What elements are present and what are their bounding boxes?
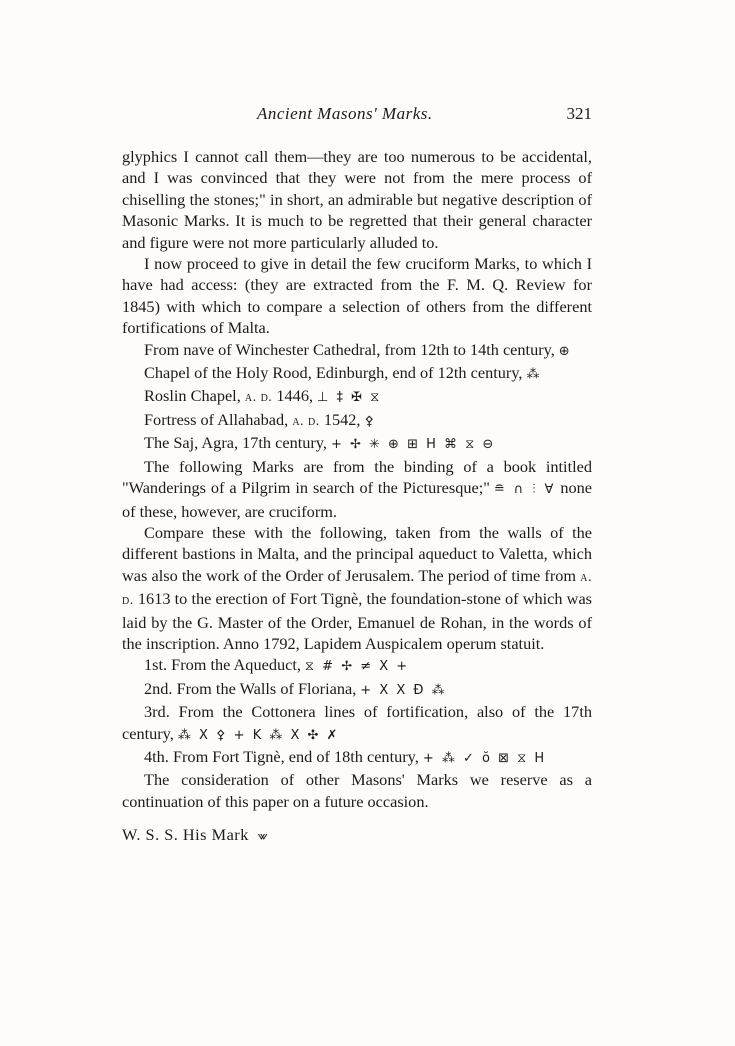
body-text <box>122 146 592 848</box>
roslin-year: 1446, <box>276 386 314 406</box>
third-text: 3rd. From the Cottonera lines of fortification, also of the 17th century, <box>122 702 592 743</box>
agra-marks: + ✢ ✳ ⊕ ⊞ H ⌘ ⧖ ⊖ <box>330 437 496 453</box>
paragraph-conclusion: The consideration of other Masons' Marks we reserve as a continuation of this paper on a future occasion. <box>122 770 592 811</box>
second-marks: + X X Ð ⁂ <box>360 682 447 698</box>
paragraph-compare <box>122 522 592 654</box>
third-marks: ⁂ X ⚴ + K ⁂ X ✣ ✗ <box>177 727 340 743</box>
paragraph-binding-end: none of these, however, are cruciform. <box>122 478 592 521</box>
entry-winchester <box>122 339 592 362</box>
holyrood-marks: ⁂ <box>526 367 542 383</box>
entry-roslin-text: Roslin Chapel, <box>144 386 241 406</box>
first-text: 1st. From the Aqueduct, <box>144 655 301 675</box>
paragraph-binding <box>122 456 592 522</box>
compare-ad: a. d. <box>122 569 592 609</box>
entry-agra <box>122 432 592 455</box>
allahabad-year: 1542, <box>323 409 361 429</box>
page-header <box>122 104 592 128</box>
allahabad-marks: ⚴ <box>364 413 377 429</box>
first-marks: ⧖ # ✢ ≠ X + <box>304 659 410 675</box>
fourth-text: 4th. From Fort Tignè, end of 18th century, <box>144 746 419 766</box>
running-title: Ancient Masons' Marks. <box>257 104 433 123</box>
roslin-ad: a. d. <box>244 390 273 406</box>
page-number: 321 <box>566 104 592 123</box>
entry-roslin <box>122 385 592 408</box>
signature-mark: ⩖ <box>257 829 270 845</box>
paragraph-cruciform-intro: I now proceed to give in detail the few cruciform Marks, to which I have had access: (they are extracted from the F. M. Q. Review for 1845) with which to compare a selection of others from the different fortifications of Malta. <box>122 254 592 338</box>
list-item-second <box>122 678 592 701</box>
entry-allahabad <box>122 409 592 432</box>
entry-holyrood-text: Chapel of the Holy Rood, Edinburgh, end of 12th century, <box>144 363 523 383</box>
roslin-marks: ⊥ ‡ ✠ ⧖ <box>317 390 382 406</box>
entry-allahabad-text: Fortress of Allahabad, <box>144 409 289 429</box>
paragraph-binding-text: The following Marks are from the binding of a book intitled "Wanderings of a Pilgrim in search of the Picturesque;" <box>122 456 592 498</box>
binding-marks: ≘ ∩ ⫶ ∀ <box>493 482 556 498</box>
winchester-marks: ⊕ <box>558 343 572 359</box>
paragraph-compare-text: Compare these with the following, taken from the walls of the different bastions in Malta, and the principal aqueduct to Valetta, which was also the work of the Order of Jerusalem. The period of time from <box>122 522 592 585</box>
fourth-marks: + ⁂ ✓ ŏ ⊠ ⧖ H <box>422 750 547 766</box>
signature <box>122 824 592 847</box>
list-item-third <box>122 701 592 746</box>
list-item-fourth <box>122 746 592 769</box>
second-text: 2nd. From the Walls of Floriana, <box>144 678 357 698</box>
entry-winchester-text: From nave of Winchester Cathedral, from 12th to 14th century, <box>144 339 555 359</box>
entry-agra-text: The Saj, Agra, 17th century, <box>144 433 327 453</box>
list-item-first <box>122 654 592 677</box>
paragraph-glyphics: glyphics I cannot call them—they are too numerous to be accidental, and I was convinced that they were not from the mere process of chiselling the stones;" in short, an admirable but negative description of Masonic Marks. It is much to be regretted that their general character and figure were not more particularly alluded to. <box>122 147 592 252</box>
entry-holyrood <box>122 362 592 385</box>
paragraph-compare-end: 1613 to the erection of Fort Tignè, the foundation-stone of which was laid by the G. Master of the Order, Emanuel de Rohan, in the words of the inscription. Anno 1792, Lapidem Auspicalem operum statuit. <box>122 589 593 653</box>
signature-text: W. S. S. His Mark <box>122 825 249 845</box>
allahabad-ad: a. d. <box>292 413 320 429</box>
